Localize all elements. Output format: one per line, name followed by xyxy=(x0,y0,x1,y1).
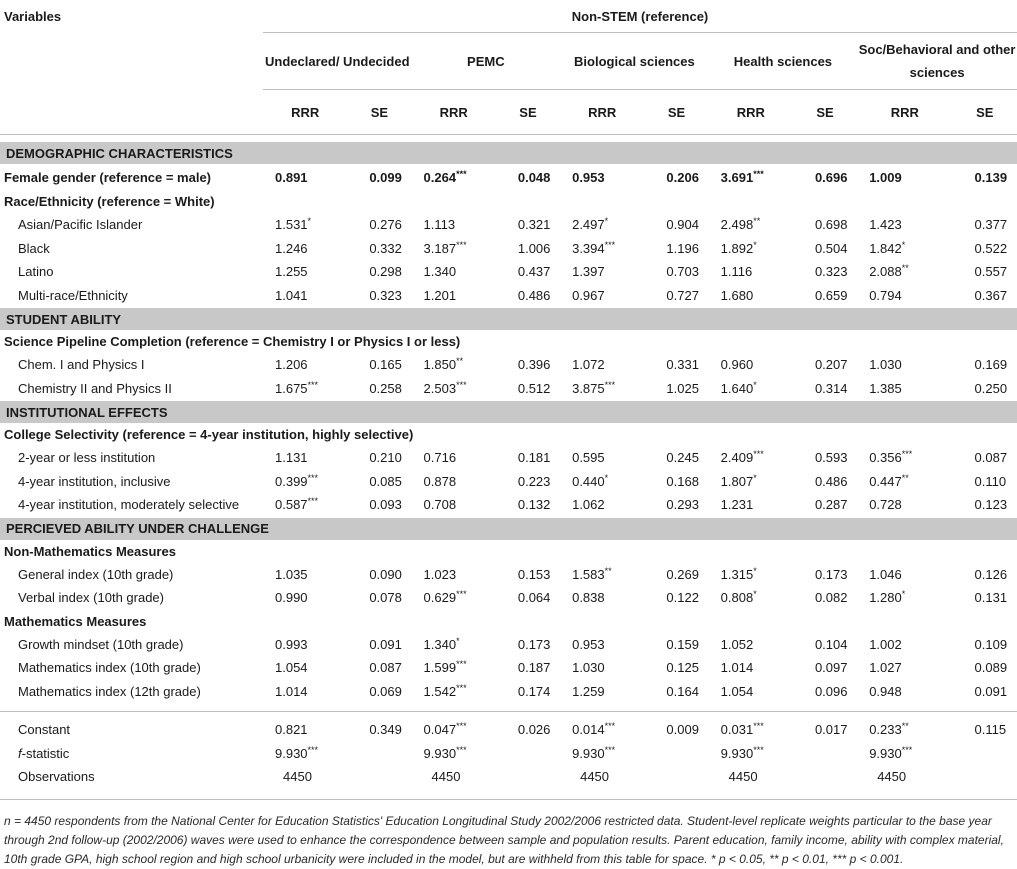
rrr-value: 0.878 xyxy=(423,473,457,489)
significance-stars: *** xyxy=(456,744,467,755)
significance-stars: *** xyxy=(307,496,319,507)
se-value: 0.276 xyxy=(369,217,402,233)
se-value: 0.223 xyxy=(517,473,551,489)
rrr-value: 0.967 xyxy=(572,287,605,303)
se-value: 0.091 xyxy=(369,636,402,652)
significance-stars: * xyxy=(753,565,757,576)
se-header: SE xyxy=(644,90,708,135)
significance-stars: * xyxy=(901,589,906,600)
rrr-header: RRR xyxy=(709,90,793,135)
rrr-value: 0.447** xyxy=(869,472,909,489)
observations-row xyxy=(0,765,1017,789)
f-statistic-value: 9.930*** xyxy=(869,744,913,761)
rrr-value: 0.047*** xyxy=(423,721,467,738)
se-value: 0.048 xyxy=(517,169,551,185)
se-value: 0.091 xyxy=(974,683,1008,699)
rrr-value: 2.503*** xyxy=(423,379,467,396)
reference-group-label: Non-STEM (reference) xyxy=(263,0,1017,33)
rrr-value: 0.014*** xyxy=(572,721,616,738)
se-value: 0.104 xyxy=(814,636,848,652)
se-value: 0.557 xyxy=(974,264,1008,280)
se-value: 0.206 xyxy=(666,169,699,185)
rrr-value: 1.014 xyxy=(275,683,308,699)
f-statistic-label: f-statistic xyxy=(18,745,70,761)
rrr-value: 0.440* xyxy=(572,472,609,489)
table-body xyxy=(0,135,1017,704)
se-value: 0.377 xyxy=(974,217,1008,233)
rrr-value: 1.009 xyxy=(869,169,902,185)
rrr-value: 1.027 xyxy=(869,660,902,676)
rrr-value: 2.088** xyxy=(869,263,909,280)
rrr-value: 1.035 xyxy=(275,566,308,582)
table-row xyxy=(0,353,1017,377)
significance-stars: *** xyxy=(456,721,467,732)
se-value: 0.293 xyxy=(666,497,699,513)
se-value: 0.078 xyxy=(369,590,402,606)
se-value: 0.122 xyxy=(666,590,699,606)
section-header-row xyxy=(0,142,1017,165)
rrr-value: 1.030 xyxy=(869,357,902,373)
constant-row xyxy=(0,718,1017,742)
significance-stars: *** xyxy=(456,379,467,390)
se-value: 0.017 xyxy=(814,722,848,738)
significance-stars: * xyxy=(604,472,609,483)
rrr-value: 1.201 xyxy=(423,287,457,303)
table-row xyxy=(0,470,1017,494)
significance-stars: *** xyxy=(604,239,616,250)
se-value: 0.486 xyxy=(517,287,551,303)
rrr-value: 1.054 xyxy=(720,683,754,699)
se-value: 0.245 xyxy=(666,450,699,466)
rrr-value: 1.315* xyxy=(720,565,757,582)
rrr-value: 1.046 xyxy=(869,566,902,582)
variable-label: Mathematics index (10th grade) xyxy=(18,660,201,676)
se-value: 0.082 xyxy=(814,590,848,606)
variable-label: Female gender (reference = male) xyxy=(4,169,212,185)
se-value: 0.298 xyxy=(369,264,402,280)
table-row xyxy=(0,656,1017,680)
observations-value: 4450 xyxy=(283,769,312,785)
reference-group-row xyxy=(0,423,1017,446)
reference-group-row xyxy=(0,190,1017,213)
reference-group-label: College Selectivity (reference = 4-year institution, highly selective) xyxy=(4,427,414,442)
rrr-value: 1.583** xyxy=(572,565,612,582)
se-value: 0.258 xyxy=(369,380,402,396)
se-value: 0.512 xyxy=(517,380,551,396)
observations-label: Observations xyxy=(18,769,95,785)
rrr-value: 0.587*** xyxy=(275,496,319,513)
rrr-value: 1.023 xyxy=(423,566,457,582)
rrr-value: 1.675*** xyxy=(275,379,319,396)
rrr-value: 0.953 xyxy=(572,636,605,652)
significance-stars: *** xyxy=(753,721,764,732)
se-value: 0.125 xyxy=(666,660,699,676)
significance-stars: * xyxy=(456,635,460,646)
rrr-value: 0.821 xyxy=(275,722,308,738)
rrr-value: 0.794 xyxy=(869,287,902,303)
se-value: 0.168 xyxy=(666,473,699,489)
rrr-value: 1.002 xyxy=(869,636,902,652)
se-value: 0.593 xyxy=(814,450,848,466)
rrr-value: 0.031*** xyxy=(720,721,764,738)
rrr-value: 0.708 xyxy=(423,497,457,513)
se-value: 0.164 xyxy=(666,683,699,699)
se-value: 0.132 xyxy=(517,497,551,513)
observations-value: 4450 xyxy=(728,769,758,785)
table-footnote: n = 4450 respondents from the National Center for Education Statistics' Education Longitudinal Study 2002/2006 restricted data. Student-level replicate weights particular to the base year through 2nd follow-up (2002/2006) waves were used to enhance the correspondence between sample and population results. Parent education, family income, ability with complex material, 10th grade GPA, high school region and high school urbanicity were included in the model, but are withheld from this table for space. * p < 0.05, ** p < 0.01, *** p < 0.001. xyxy=(4,813,1004,866)
table-row xyxy=(0,633,1017,657)
se-value: 0.437 xyxy=(517,264,551,280)
se-value: 1.025 xyxy=(666,380,699,396)
reference-group-label: Non-Mathematics Measures xyxy=(4,543,176,559)
rrr-value: 1.206 xyxy=(275,357,308,373)
significance-stars: ** xyxy=(901,263,909,274)
rrr-header: RRR xyxy=(412,90,496,135)
significance-stars: * xyxy=(753,589,757,600)
variable-label: 2-year or less institution xyxy=(18,450,156,466)
significance-stars: *** xyxy=(753,168,764,179)
rrr-value: 1.340* xyxy=(423,635,460,652)
section-header-row xyxy=(0,308,1017,331)
section-title: DEMOGRAPHIC CHARACTERISTICS xyxy=(0,142,1017,165)
variable-label: Chemistry II and Physics II xyxy=(18,380,172,396)
rrr-value: 1.680 xyxy=(720,287,754,303)
rrr-value: 0.808* xyxy=(720,589,757,606)
se-value: 0.115 xyxy=(974,722,1007,738)
se-value: 0.181 xyxy=(517,450,551,466)
reference-group-label: Mathematics Measures xyxy=(4,613,147,629)
constant-label: Constant xyxy=(18,722,71,738)
rrr-value: 0.233** xyxy=(869,721,909,738)
se-value: 0.396 xyxy=(517,357,551,373)
se-value: 0.269 xyxy=(666,566,699,582)
se-value: 0.703 xyxy=(666,264,699,280)
rrr-value: 1.131 xyxy=(275,450,308,466)
se-value: 0.367 xyxy=(974,287,1008,303)
reference-group-row xyxy=(0,540,1017,563)
significance-stars: *** xyxy=(753,744,764,755)
rrr-value: 0.960 xyxy=(720,357,754,373)
se-value: 0.323 xyxy=(369,287,402,303)
model-statistics xyxy=(0,703,1017,799)
rrr-value: 1.640* xyxy=(720,379,757,396)
se-value: 0.087 xyxy=(974,450,1008,466)
observations-value: 4450 xyxy=(431,769,461,785)
section-title: STUDENT ABILITY xyxy=(0,308,1017,331)
se-value: 0.250 xyxy=(974,380,1008,396)
se-value: 0.085 xyxy=(369,473,402,489)
se-value: 0.696 xyxy=(814,169,848,185)
se-value: 0.287 xyxy=(814,497,848,513)
table-row xyxy=(0,563,1017,587)
rrr-value: 1.246 xyxy=(275,240,308,256)
rrr-header: RRR xyxy=(857,90,952,135)
significance-stars: *** xyxy=(901,744,913,755)
se-header: SE xyxy=(953,90,1017,135)
rrr-value: 1.531* xyxy=(275,216,312,233)
section-title: PERCIEVED ABILITY UNDER CHALLENGE xyxy=(0,517,1017,540)
se-value: 0.187 xyxy=(517,660,551,676)
rrr-value: 2.497* xyxy=(572,216,609,233)
rrr-value: 1.030 xyxy=(572,660,605,676)
rrr-value: 0.595 xyxy=(572,450,605,466)
se-value: 0.097 xyxy=(814,660,848,676)
significance-stars: *** xyxy=(307,744,319,755)
rrr-value: 1.850** xyxy=(423,356,464,373)
rrr-value: 1.052 xyxy=(720,636,754,652)
significance-stars: * xyxy=(753,379,757,390)
se-value: 0.126 xyxy=(974,566,1008,582)
section-title: INSTITUTIONAL EFFECTS xyxy=(0,401,1017,424)
se-value: 0.332 xyxy=(369,240,402,256)
rrr-value: 1.423 xyxy=(869,217,902,233)
rrr-value: 0.716 xyxy=(423,450,457,466)
rrr-value: 1.054 xyxy=(275,660,308,676)
significance-stars: *** xyxy=(604,379,616,390)
se-value: 0.165 xyxy=(369,357,402,373)
variable-label: 4-year institution, moderately selective xyxy=(18,497,240,513)
table-row xyxy=(0,493,1017,517)
se-value: 0.659 xyxy=(814,287,848,303)
se-value: 0.087 xyxy=(369,660,402,676)
significance-stars: *** xyxy=(307,472,319,483)
category-header: Undeclared/ Undecided xyxy=(263,33,412,90)
f-statistic-value: 9.930*** xyxy=(423,744,467,761)
se-value: 0.522 xyxy=(974,240,1008,256)
observations-value: 4450 xyxy=(580,769,610,785)
rrr-value: 1.255 xyxy=(275,264,308,280)
se-value: 0.009 xyxy=(666,722,699,738)
f-statistic-row xyxy=(0,742,1017,766)
se-value: 0.727 xyxy=(666,287,699,303)
rrr-value: 0.990 xyxy=(275,590,308,606)
table-row xyxy=(0,377,1017,401)
significance-stars: ** xyxy=(901,721,909,732)
f-statistic-value: 9.930*** xyxy=(720,744,764,761)
rrr-value: 1.397 xyxy=(572,264,605,280)
rrr-value: 1.259 xyxy=(572,683,605,699)
rrr-value: 1.231 xyxy=(720,497,754,513)
se-header: SE xyxy=(496,90,560,135)
rrr-value: 1.842* xyxy=(869,239,906,256)
rrr-value: 0.891 xyxy=(275,169,308,185)
se-value: 0.173 xyxy=(814,566,848,582)
rrr-value: 3.187*** xyxy=(423,239,467,256)
se-value: 0.504 xyxy=(814,240,848,256)
reference-group-label: Science Pipeline Completion (reference = Chemistry I or Physics I or less) xyxy=(4,334,461,349)
se-value: 0.026 xyxy=(517,722,551,738)
table-row xyxy=(0,680,1017,704)
significance-stars: *** xyxy=(456,682,467,693)
se-value: 0.109 xyxy=(974,636,1008,652)
rrr-value: 0.728 xyxy=(869,497,902,513)
rrr-value: 1.892* xyxy=(720,239,757,256)
rrr-value: 1.280* xyxy=(869,589,906,606)
table-row xyxy=(0,213,1017,237)
significance-stars: *** xyxy=(307,379,319,390)
rrr-value: 1.072 xyxy=(572,357,605,373)
f-statistic-value: 9.930*** xyxy=(572,744,616,761)
table-row xyxy=(0,446,1017,470)
rrr-value: 0.629*** xyxy=(423,589,467,606)
se-header: SE xyxy=(793,90,857,135)
variable-label: Latino xyxy=(18,264,54,280)
table-row xyxy=(0,164,1017,190)
rrr-value: 1.542*** xyxy=(423,682,467,699)
se-value: 0.210 xyxy=(369,450,402,466)
category-header: Biological sciences xyxy=(560,33,709,90)
se-value: 0.099 xyxy=(369,169,402,185)
observations-value: 4450 xyxy=(877,769,907,785)
se-value: 0.153 xyxy=(517,566,551,582)
rrr-value: 1.113 xyxy=(423,217,456,233)
rrr-value: 3.394*** xyxy=(572,239,616,256)
variable-label: Verbal index (10th grade) xyxy=(18,590,164,606)
significance-stars: ** xyxy=(753,216,761,227)
rrr-value: 3.875*** xyxy=(572,379,616,396)
se-value: 0.090 xyxy=(369,566,402,582)
variable-label: Black xyxy=(18,240,50,256)
se-value: 0.173 xyxy=(517,636,551,652)
rrr-value: 0.993 xyxy=(275,636,308,652)
table-row xyxy=(0,284,1017,308)
significance-stars: *** xyxy=(604,721,616,732)
se-value: 0.110 xyxy=(974,473,1007,489)
significance-stars: *** xyxy=(456,239,467,250)
se-value: 0.064 xyxy=(517,590,551,606)
se-value: 0.123 xyxy=(974,497,1008,513)
variable-label: Multi-race/Ethnicity xyxy=(18,287,128,303)
section-header-row xyxy=(0,401,1017,424)
rrr-value: 0.399*** xyxy=(275,472,319,489)
se-value: 0.314 xyxy=(814,380,848,396)
variable-label: Growth mindset (10th grade) xyxy=(18,636,184,652)
variable-label: Chem. I and Physics I xyxy=(18,357,145,373)
se-header: SE xyxy=(347,90,411,135)
se-value: 0.159 xyxy=(666,636,699,652)
rrr-value: 1.041 xyxy=(275,287,308,303)
se-value: 0.321 xyxy=(517,217,551,233)
rrr-value: 2.409*** xyxy=(720,449,764,466)
variables-label: Variables xyxy=(4,8,62,24)
section-header-row xyxy=(0,517,1017,540)
se-value: 0.093 xyxy=(369,497,402,513)
significance-stars: * xyxy=(604,216,609,227)
se-value: 0.089 xyxy=(974,660,1008,676)
se-value: 1.006 xyxy=(517,240,551,256)
rrr-value: 1.014 xyxy=(720,660,754,676)
rrr-value: 1.116 xyxy=(720,264,753,280)
significance-stars: * xyxy=(753,472,757,483)
rrr-value: 1.385 xyxy=(869,380,902,396)
se-value: 0.486 xyxy=(814,473,848,489)
significance-stars: *** xyxy=(901,449,913,460)
significance-stars: *** xyxy=(456,659,467,670)
rrr-header: RRR xyxy=(263,90,347,135)
category-header: PEMC xyxy=(412,33,561,90)
se-value: 0.169 xyxy=(974,357,1008,373)
significance-stars: *** xyxy=(753,449,764,460)
rrr-value: 1.062 xyxy=(572,497,605,513)
significance-stars: * xyxy=(307,216,312,227)
rrr-value: 0.356*** xyxy=(869,449,913,466)
reference-group-row xyxy=(0,610,1017,633)
significance-stars: ** xyxy=(604,565,612,576)
rrr-value: 1.807* xyxy=(720,472,757,489)
table-header xyxy=(0,0,1017,135)
se-value: 0.207 xyxy=(814,357,848,373)
rrr-value: 2.498** xyxy=(720,216,761,233)
se-value: 0.174 xyxy=(517,683,551,699)
variable-label: 4-year institution, inclusive xyxy=(18,473,171,489)
se-value: 0.096 xyxy=(814,683,848,699)
rrr-header: RRR xyxy=(560,90,644,135)
reference-group-row xyxy=(0,330,1017,353)
significance-stars: * xyxy=(901,239,906,250)
rrr-value: 0.953 xyxy=(572,169,605,185)
rrr-value: 1.599*** xyxy=(423,659,467,676)
significance-stars: *** xyxy=(604,744,616,755)
variable-label: Asian/Pacific Islander xyxy=(18,217,143,233)
variable-label: General index (10th grade) xyxy=(18,566,174,582)
rrr-value: 0.264*** xyxy=(423,168,467,185)
f-statistic-value: 9.930*** xyxy=(275,744,319,761)
se-value: 1.196 xyxy=(666,240,699,256)
rrr-value: 0.838 xyxy=(572,590,605,606)
table-row xyxy=(0,237,1017,261)
se-value: 0.331 xyxy=(666,357,699,373)
se-value: 0.323 xyxy=(814,264,848,280)
significance-stars: ** xyxy=(901,472,909,483)
significance-stars: *** xyxy=(456,168,467,179)
rrr-value: 1.340 xyxy=(423,264,457,280)
significance-stars: ** xyxy=(456,356,464,367)
se-value: 0.349 xyxy=(369,722,402,738)
rrr-value: 3.691*** xyxy=(720,168,764,185)
category-header: Soc/Behavioral and other sciences xyxy=(857,33,1017,90)
se-value: 0.131 xyxy=(974,590,1008,606)
variable-label: Mathematics index (12th grade) xyxy=(18,683,201,699)
se-value: 0.904 xyxy=(666,217,699,233)
se-value: 0.069 xyxy=(369,683,402,699)
se-value: 0.698 xyxy=(814,217,848,233)
significance-stars: * xyxy=(753,239,757,250)
category-header: Health sciences xyxy=(709,33,858,90)
table-row xyxy=(0,586,1017,610)
rrr-value: 0.948 xyxy=(869,683,902,699)
significance-stars: *** xyxy=(456,589,467,600)
se-value: 0.139 xyxy=(974,169,1008,185)
reference-group-label: Race/Ethnicity (reference = White) xyxy=(4,194,215,209)
table-row xyxy=(0,260,1017,284)
